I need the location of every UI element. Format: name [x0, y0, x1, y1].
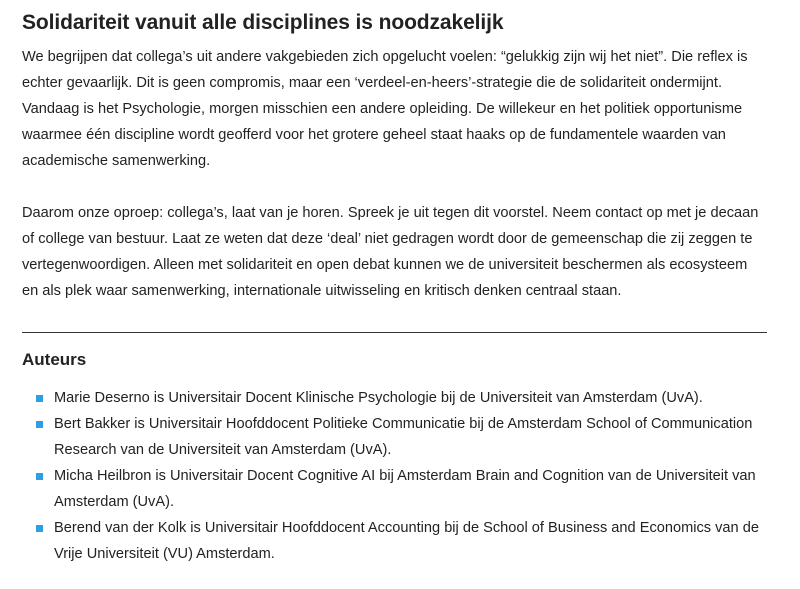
author-item — [22, 463, 767, 515]
authors-list — [22, 385, 767, 567]
section-heading: Solidariteit vanuit alle disciplines is noodzakelijk — [22, 11, 504, 34]
author-item — [22, 411, 767, 463]
square-bullet-icon — [36, 473, 43, 480]
author-text: Micha Heilbron is Universitair Docent Cognitive AI bij Amsterdam Brain and Cognition van de Universiteit van Amsterdam (UvA). — [54, 468, 756, 510]
article-content — [22, 8, 767, 567]
paragraph-2: Daarom onze oproep: collega’s, laat van je horen. Spreek je uit tegen dit voorstel. Neem contact op met je decaan of college van bestuur. Laat ze weten dat deze ‘deal’ niet gedragen wordt door de gemeenschap die zij zeggen te vertegenwoordigen. Alleen met solidariteit en open debat kunnen we de universiteit beschermen als ecosysteem en als plek waar samenwerking, internationale uitwisseling en kritisch denken centraal staan. — [22, 205, 759, 299]
author-text: Berend van der Kolk is Universitair Hoofddocent Accounting bij de School of Business and Economics van de Vrije Universiteit (VU) Amsterdam. — [54, 520, 759, 562]
square-bullet-icon — [36, 395, 43, 402]
author-text: Marie Deserno is Universitair Docent Klinische Psychologie bij de Universiteit van Amsterdam (UvA). — [54, 390, 703, 406]
author-item — [22, 515, 767, 567]
paragraph-1: We begrijpen dat collega’s uit andere vakgebieden zich opgelucht voelen: “gelukkig zijn wij het niet”. Die reflex is echter gevaarlijk. Dit is geen compromis, maar een ‘verdeel-en-heers’-strategie die de solidariteit ondermijnt. Vandaag is het Psychologie, morgen misschien een andere opleiding. De willekeur en het politiek opportunisme waarmee één discipline wordt geofferd voor het grotere geheel staat haaks op de fundamentele waarden van academische samenwerking. — [22, 49, 748, 169]
authors-heading: Auteurs — [22, 350, 87, 369]
author-item — [22, 385, 767, 411]
square-bullet-icon — [36, 525, 43, 532]
square-bullet-icon — [36, 421, 43, 428]
author-text: Bert Bakker is Universitair Hoofddocent Politieke Communicatie bij de Amsterdam School of Communication Research van de Universiteit van Amsterdam (UvA). — [54, 416, 753, 458]
section-divider — [22, 332, 767, 333]
